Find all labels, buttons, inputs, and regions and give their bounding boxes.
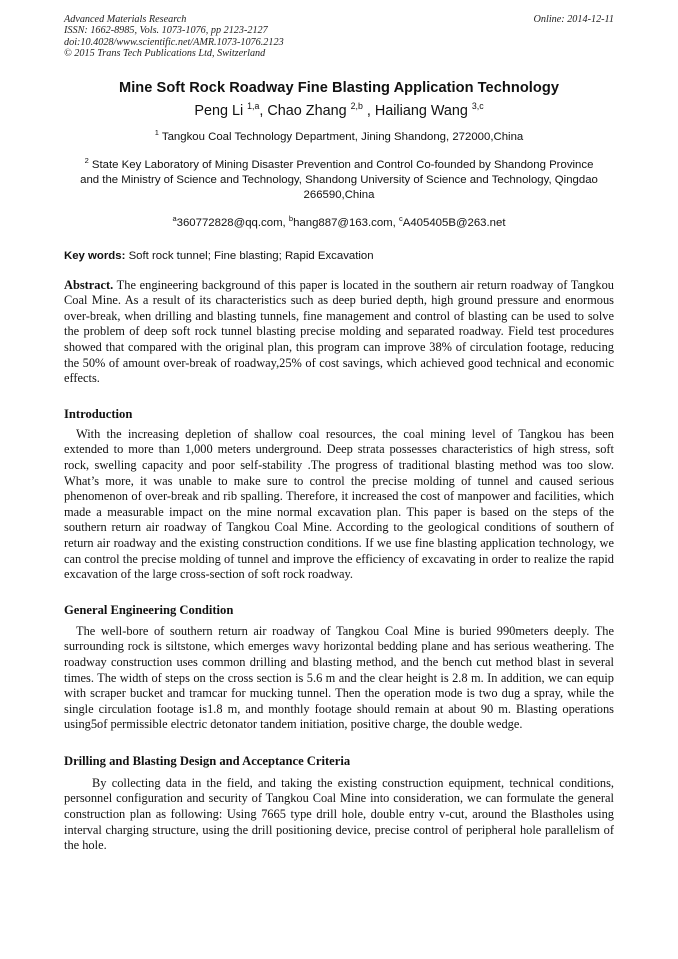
author-affiliation-mark: 3,c xyxy=(471,100,484,111)
author-affiliation-mark: 2,b xyxy=(350,100,363,111)
author-name: Hailiang Wang xyxy=(374,102,468,119)
email-address: A405405B@263.net xyxy=(402,216,506,229)
section-body-general-engineering: The well-bore of southern return air roadway of Tangkou Coal Mine is buried 990meters deeply. The surrounding rock is siltstone, which emerges wavy horizontal bedding plane and has serious weathering. The roadway construction uses common drilling and blasting method, and the bench cut method blast in several times. The width of steps on the cross section is 5.6 m and the clear height is 2.8 m. In addition, we can equip with scraper bucket and tramcar for mucking tunnel. Then the operation mode is two dug a spray, while the single circulation footage is1.8 m, and monthly footage should remain at about 90 m. Blasting operations using5of permissible electric detonator tandem initiation, positive charge, the double wedge. xyxy=(64,623,614,732)
keywords-label: Key words: xyxy=(64,249,126,262)
keywords-text: Soft rock tunnel; Fine blasting; Rapid Excavation xyxy=(125,249,374,262)
affiliation-mark: 2 xyxy=(84,155,89,165)
doi-line: doi:10.4028/www.scientific.net/AMR.1073-1076.2123 xyxy=(64,36,284,48)
author-emails xyxy=(64,211,614,231)
copyright-line: © 2015 Trans Tech Publications Ltd, Switzerland xyxy=(64,48,266,60)
journal-name: Advanced Materials Research xyxy=(64,14,187,25)
author-name: Chao Zhang xyxy=(267,102,347,119)
abstract-text: The engineering background of this paper is located in the southern air return roadway of Tangkou Coal Mine. As a result of its characteristics such as deep buried depth, high ground pressure and enormous over-break, when drilling and blasting tunnels, fine management and control of blasting can be used to solve the problem of deep soft rock tunnel blasting precise molding and separated roadway. Field test procedures showed that compared with the original plan, this program can improve 38% of circulation footage, reducing the 50% of amount over-break of roadway,25% of cost savings, which achieved good technical and economic effects. xyxy=(64,277,614,386)
affiliation-mark: 1 xyxy=(154,127,159,137)
author-list: Peng Li $^{1,a}$, Chao Zhang $^{2,b}$ , Hailiang Wang $^{3,c}$ xyxy=(194,100,484,119)
online-date: Online: 2014-12-11 xyxy=(533,14,614,25)
publication-header xyxy=(64,14,614,60)
abstract xyxy=(64,278,614,387)
section-heading-introduction: Introduction xyxy=(64,406,133,421)
email-address: hang887@163.com, xyxy=(293,216,399,229)
author-affiliation-mark: 1,a xyxy=(247,100,260,111)
paper-title: Mine Soft Rock Roadway Fine Blasting Application Technology xyxy=(119,79,559,96)
email-mark: c xyxy=(399,213,403,223)
email-address: 360772828@qq.com, xyxy=(176,216,289,229)
affiliation-text: Tangkou Coal Technology Department, Jining Shandong, 272000,China xyxy=(161,130,524,143)
affiliation xyxy=(64,125,614,145)
keywords xyxy=(64,250,614,262)
section-body-drilling-blasting: By collecting data in the field, and taking the existing construction equipment, technical conditions, personnel configuration and security of Tangkou Coal Mine into consideration, we can formulate the general construction plan as following: Using 7665 type drill hole, double entry v-cut, around the Blastholes using interval charging structure, using the drill positioning device, precise control of peripheral hole parallelism of the hole. xyxy=(64,775,614,853)
affiliation-text: State Key Laboratory of Mining Disaster Prevention and Control Co-founded by Shandong Province and the Ministry of Science and Technology, Shandong University of Science and Technology, Qingdao 266590,China xyxy=(80,158,598,201)
issn-line: ISSN: 1662-8985, Vols. 1073-1076, pp 2123-2127 xyxy=(64,25,268,37)
email-mark: b xyxy=(288,213,294,223)
section-heading-drilling-blasting: Drilling and Blasting Design and Acceptance Criteria xyxy=(64,753,351,768)
email-mark: a xyxy=(172,213,177,223)
author-name: Peng Li xyxy=(194,102,244,119)
abstract-label: Abstract. xyxy=(64,277,114,292)
section-heading-general-engineering: General Engineering Condition xyxy=(64,602,234,617)
affiliation xyxy=(64,153,614,203)
section-body-introduction: With the increasing depletion of shallow coal resources, the coal mining level of Tangkou has been extended to more than 1,000 meters underground. Deep strata possesses characteristics of high stress, soft rock, swelling capacity and poor self-stability .The progress of traditional blasting method was too slow. What’s more, it was unable to make sure to control the precise molding of tunnel and caused serious phenomenon of over-break and rib spalling. Therefore, it increased the cost of manpower and facilities, which made a measurable impact on the mine normal excavation plan. This paper is based on the steps of the southern return air roadway of Tangkou Coal Mine. According to the geological conditions of southern of return air roadway and the existing construction conditions. If we use fine blasting application technology, we can control the precise molding of tunnel and improve the efficiency of excavating in order to realize the rapid excavation of the large cross-section of soft rock roadway. xyxy=(64,426,614,582)
